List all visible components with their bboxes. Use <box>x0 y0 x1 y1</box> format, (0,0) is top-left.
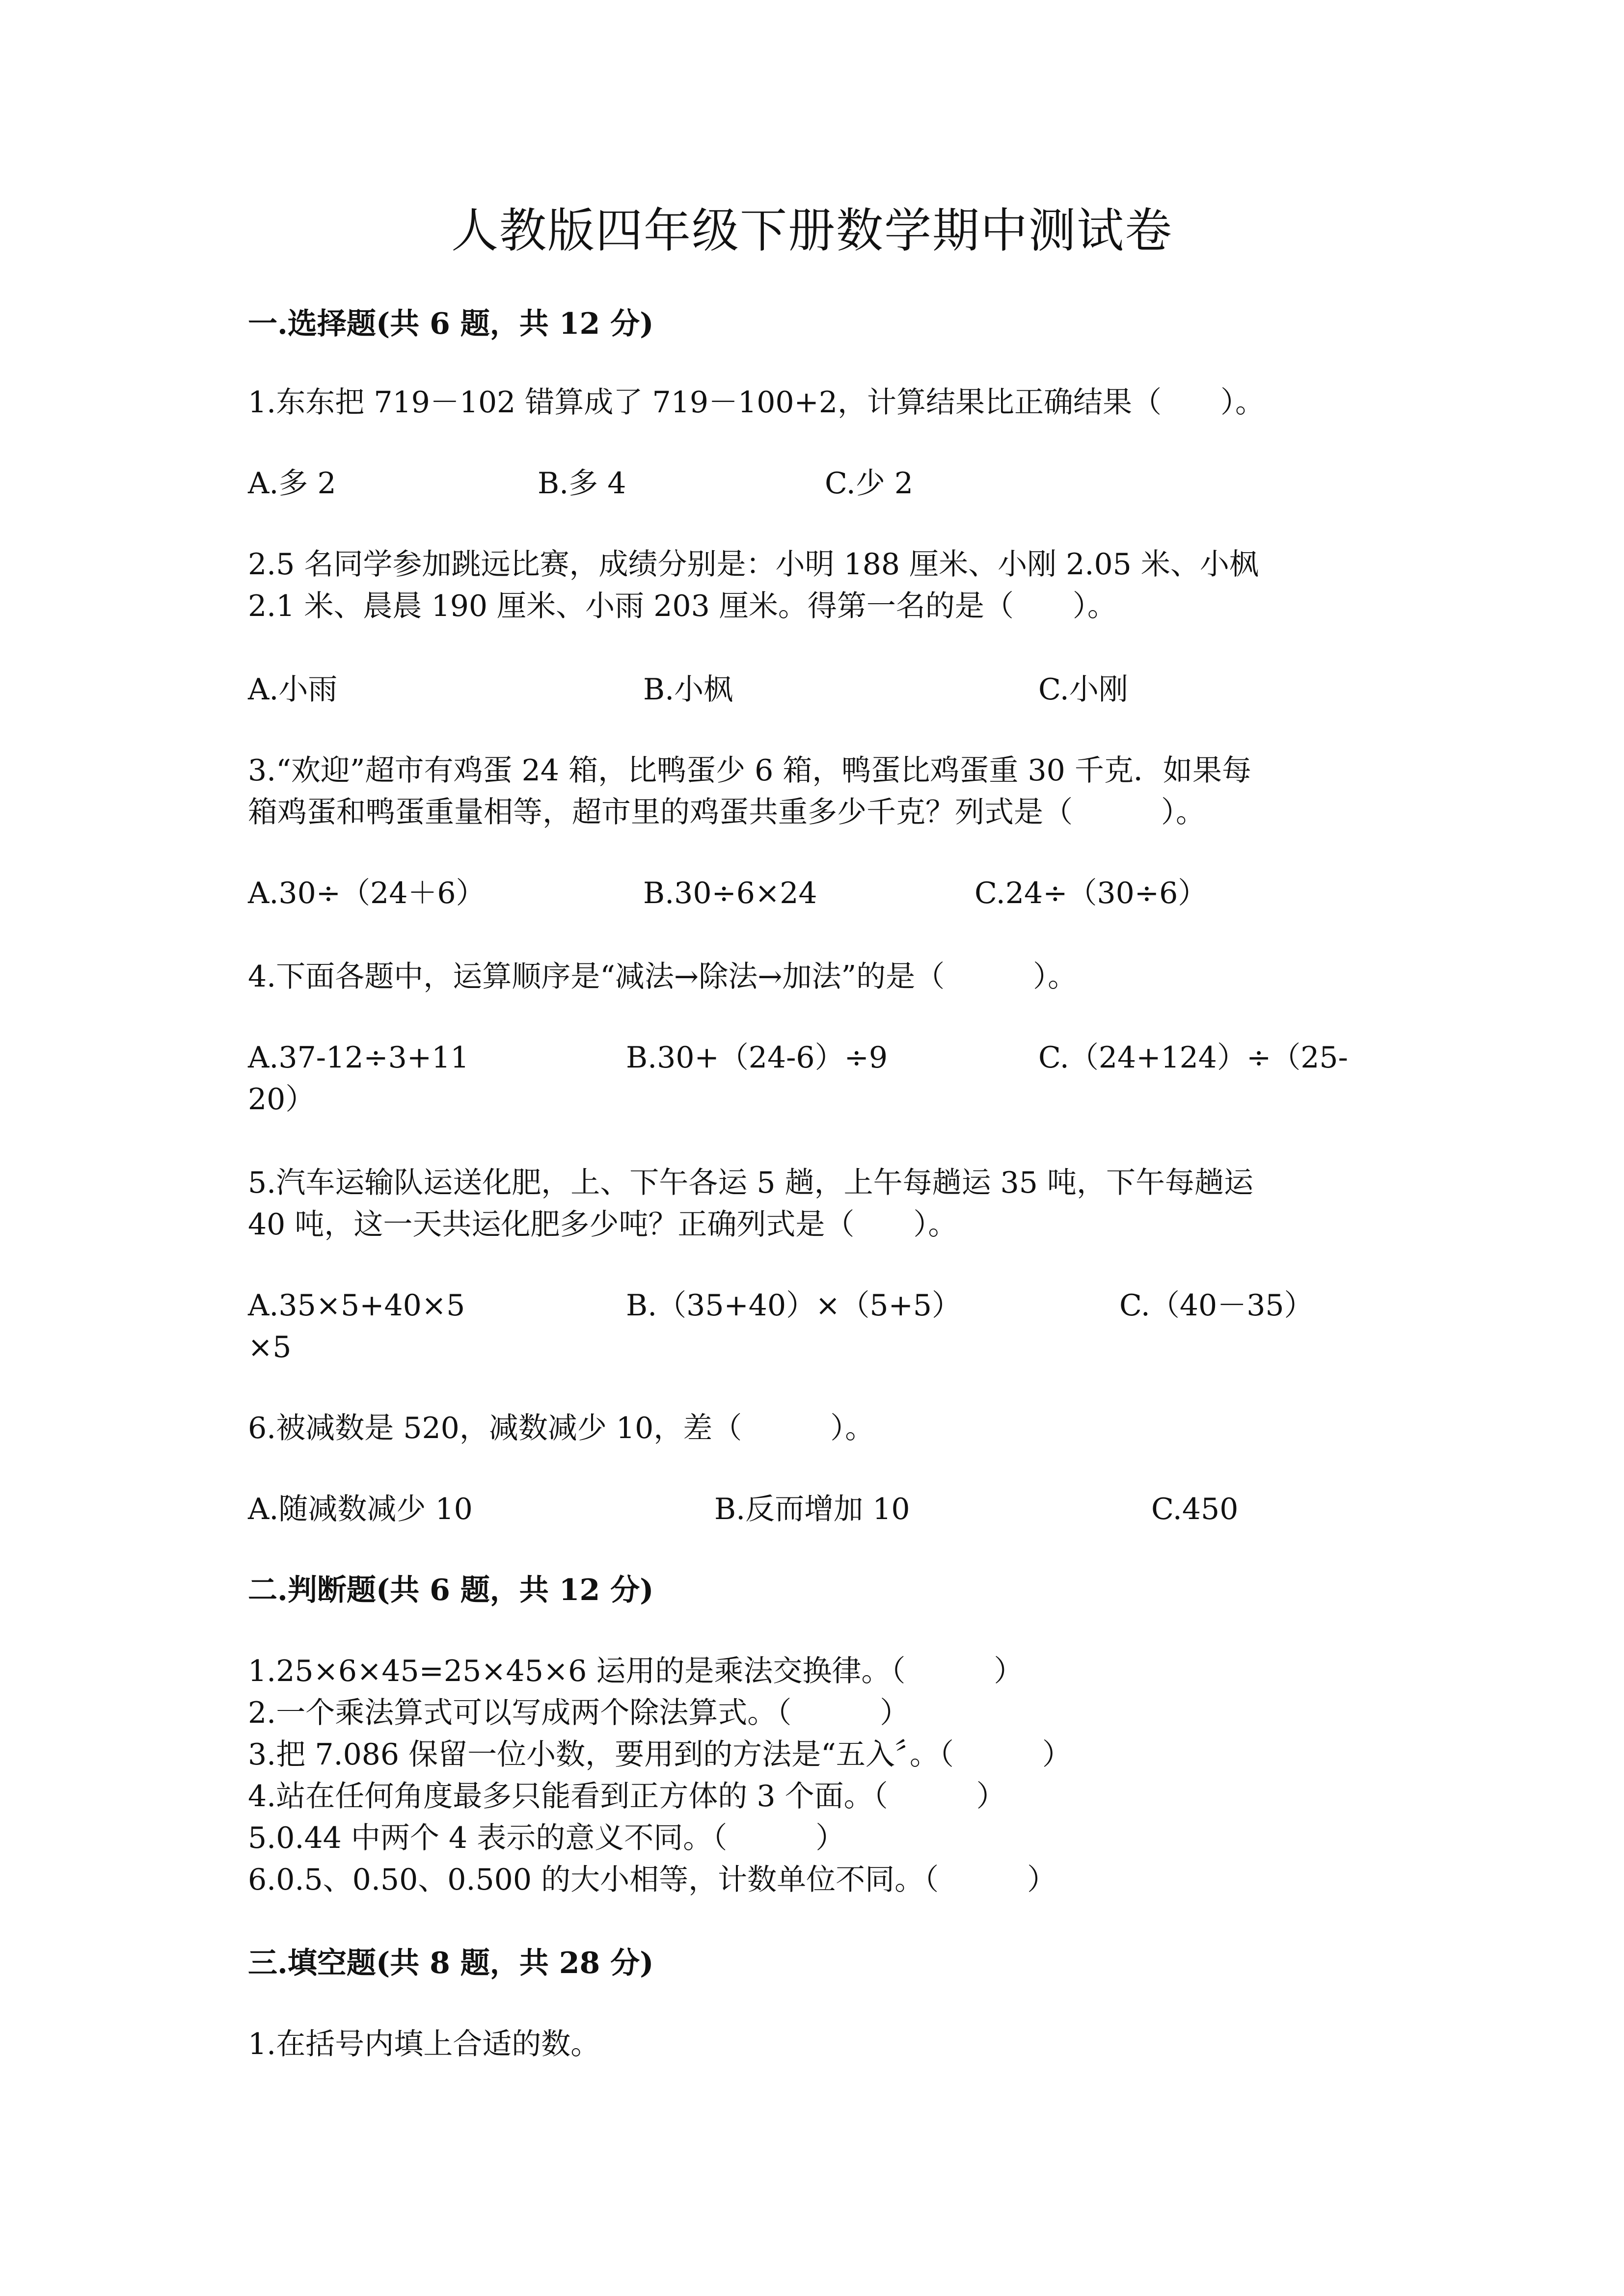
q6-option-c: C.450 <box>1151 1492 1239 1526</box>
section-heading-judge: 二.判断题(共 6 题，共 12 分) <box>248 1573 654 1607</box>
q5-option-a: A.35×5+40×5 <box>248 1288 465 1323</box>
fill-question-1: 1.在括号内填上合适的数。 <box>248 2027 600 2061</box>
question-3-line-1: 3.“欢迎”超市有鸡蛋 24 箱，比鸭蛋少 6 箱，鸭蛋比鸡蛋重 30 千克．如果每 <box>248 753 1251 788</box>
question-2-line-1: 2.5 名同学参加跳远比赛，成绩分别是：小明 188 厘米、小刚 2.05 米、小枫 <box>248 547 1259 582</box>
judge-item-3: 3.把 7.086 保留一位小数，要用到的方法是“五入〞。（ ） <box>248 1737 1072 1772</box>
judge-item-5: 5.0.44 中两个 4 表示的意义不同。（ ） <box>248 1821 845 1855</box>
q3-option-a: A.30÷（24＋6） <box>248 876 486 910</box>
q1-option-c: C.少 2 <box>825 466 914 501</box>
question-3-line-2: 箱鸡蛋和鸭蛋重量相等，超市里的鸡蛋共重多少千克？列式是（ ）。 <box>248 795 1205 829</box>
q5-option-b: B.（35+40）×（5+5） <box>626 1288 962 1323</box>
question-2-line-2: 2.1 米、晨晨 190 厘米、小雨 203 厘米。得第一名的是（ ）。 <box>248 589 1117 623</box>
q2-option-c: C.小刚 <box>1038 672 1128 707</box>
q4-option-a: A.37-12÷3+11 <box>248 1041 469 1075</box>
question-6: 6.被减数是 520，减数减少 10，差（ ）。 <box>248 1411 875 1445</box>
judge-item-4: 4.站在任何角度最多只能看到正方体的 3 个面。（ ） <box>248 1779 1006 1814</box>
judge-item-2: 2.一个乘法算式可以写成两个除法算式。（ ） <box>248 1696 910 1730</box>
q4-option-c-wrap: 20） <box>248 1082 315 1117</box>
question-4: 4.下面各题中，运算顺序是“减法→除法→加法”的是（ ）。 <box>248 960 1078 994</box>
question-5-line-1: 5.汽车运输队运送化肥，上、下午各运 5 趟，上午每趟运 35 吨，下午每趟运 <box>248 1166 1254 1200</box>
q6-option-a: A.随减数减少 10 <box>248 1492 473 1526</box>
q4-option-b: B.30+（24-6）÷9 <box>626 1041 888 1075</box>
section-heading-choice: 一.选择题(共 6 题，共 12 分) <box>248 307 654 341</box>
q4-option-c: C.（24+124）÷（25- <box>1038 1041 1348 1075</box>
page-title: 人教版四年级下册数学期中测试卷 <box>451 203 1173 258</box>
q3-option-b: B.30÷6×24 <box>643 876 817 910</box>
judge-item-1: 1.25×6×45=25×45×6 运用的是乘法交换律。（ ） <box>248 1654 1024 1688</box>
question-1: 1.东东把 719－102 错算成了 719－100+2，计算结果比正确结果（ ）。 <box>248 385 1265 420</box>
question-5-line-2: 40 吨，这一天共运化肥多少吨？正确列式是（ ）。 <box>248 1207 958 1242</box>
q5-option-c: C.（40－35） <box>1119 1288 1314 1323</box>
q2-option-b: B.小枫 <box>643 672 733 707</box>
q2-option-a: A.小雨 <box>248 672 338 707</box>
section-heading-fill: 三.填空题(共 8 题，共 28 分) <box>248 1946 654 1980</box>
judge-item-6: 6.0.5、0.50、0.500 的大小相等，计数单位不同。（ ） <box>248 1863 1057 1897</box>
q6-option-b: B.反而增加 10 <box>714 1492 910 1526</box>
q1-option-b: B.多 4 <box>538 466 626 501</box>
q5-option-c-wrap: ×5 <box>248 1330 292 1364</box>
q3-option-c: C.24÷（30÷6） <box>974 876 1208 910</box>
q1-option-a: A.多 2 <box>248 466 336 501</box>
